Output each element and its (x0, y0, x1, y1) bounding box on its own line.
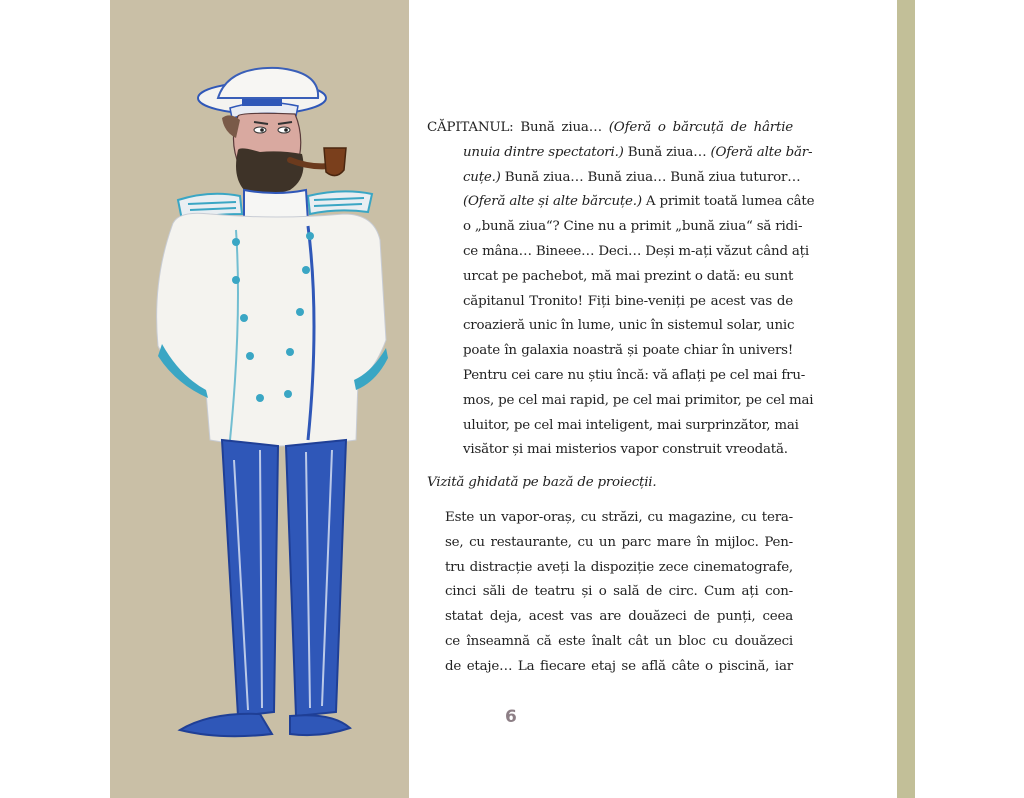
stage-aside: (Oferă alte și alte bărcuțe.) (463, 194, 642, 210)
speech-text: o „bună ziua“? Cine nu a primit „bună ziua“ să ridi- (463, 219, 803, 235)
speech-text: Pentru cei care nu știu încă: vă aflați pe cel mai fru- (463, 367, 806, 383)
speech-text: Bună ziua… Bună ziua… Bună ziua tuturor… (500, 169, 801, 185)
speech-line (445, 265, 793, 290)
speech-line (445, 166, 801, 191)
paragraph-line: statat deja, acest vas are douăzeci de punți, ceea (445, 609, 793, 625)
speech-line (445, 314, 793, 339)
speech-text: mos, pe cel mai rapid, pe cel mai primitor, pe cel mai (463, 392, 814, 408)
stage-aside: cuțe.) (463, 169, 501, 185)
speech-line (445, 414, 799, 439)
speech-line (445, 438, 793, 463)
paragraph-line: cinci săli de teatru și o sală de circ. Cum ați con- (445, 584, 793, 600)
speech-line (445, 339, 793, 364)
speech-line (445, 141, 813, 166)
speech-line (445, 290, 793, 315)
speech-text: visător și mai misterios vapor construit vreodată. (463, 442, 788, 458)
page-number: 6 (505, 707, 517, 727)
speech-text: căpitanul Tronito! Fiți bine-veniți pe acest vas de (463, 293, 793, 309)
speech-text: urcat pe pachebot, mă mai prezint o dată: eu sunt (463, 268, 794, 284)
speech-line (445, 364, 806, 389)
paragraph-line: se, cu restaurante, cu un parc mare în mijloc. Pen- (445, 534, 793, 550)
paragraph-line: ce înseamnă că este înalt cât un bloc cu douăzeci (445, 633, 793, 649)
paragraph (427, 506, 793, 680)
speech-text: Bună ziua… (623, 144, 711, 160)
speech-text: poate în galaxia noastră și poate chiar în univers! (463, 343, 793, 359)
speech-line (445, 190, 815, 215)
page-edge-strip (897, 0, 915, 798)
paragraph-line: de etaje… La fiecare etaj se află câte o piscină, iar (445, 658, 793, 674)
stage-aside: unuia dintre spectatori.) (463, 144, 624, 160)
stage-direction: Vizită ghidată pe bază de proiecții. (427, 475, 657, 491)
stage-aside: (Oferă o bărcuță de hârtie (608, 120, 793, 135)
illustration-panel (110, 0, 409, 798)
speech-text: croazieră unic în lume, unic în sistemul solar, unic (463, 318, 795, 334)
speech-line (445, 215, 803, 240)
speech-text: ce mâna… Bineee… Deci… Deși m-ați văzut când ați (463, 243, 809, 259)
paragraph-line: Este un vapor-oraș, cu străzi, cu magazine, cu tera- (445, 509, 793, 525)
text-column (427, 116, 815, 680)
captain-speech (427, 116, 815, 463)
stage-aside: (Oferă alte băr- (710, 144, 813, 160)
speech-line (445, 389, 814, 414)
paragraph-line: tru distracție aveți la dispoziție zece cinematografe, (445, 559, 793, 575)
speech-text: uluitor, pe cel mai inteligent, mai surprinzător, mai (463, 417, 799, 433)
speaker-name: CĂPITANUL: (427, 120, 514, 135)
captain-with-pipe-illustration (110, 0, 409, 798)
speech-line (445, 240, 809, 265)
speech-text: A primit toată lumea câte (641, 194, 815, 210)
speech-text: Bună ziua… (513, 120, 609, 135)
speech-line (427, 116, 793, 141)
